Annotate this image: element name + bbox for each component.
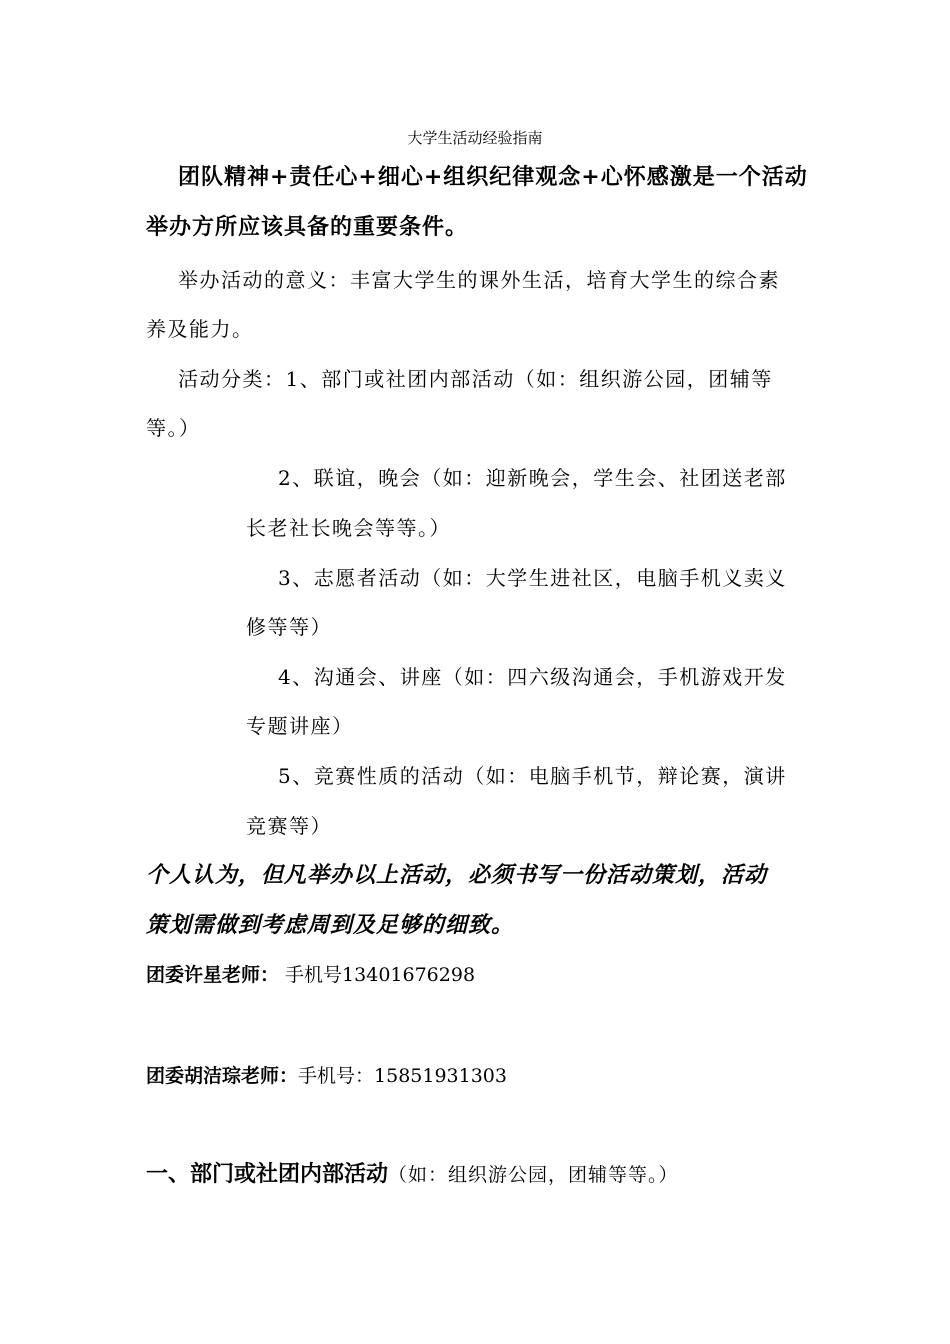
category-item-2-line-1: 2、联谊，晚会（如：迎新晚会，学生会、社团送老部 <box>278 466 787 490</box>
category-item-2-line-2: 长老社长晚会等等。） <box>246 516 451 540</box>
category-item-5-line-1: 5、竞赛性质的活动（如：电脑手机节，辩论赛，演讲 <box>278 764 787 788</box>
contact-2-label: 团委胡洁琮老师： <box>146 1065 299 1087</box>
category-item-3-line-2: 修等等） <box>246 615 332 639</box>
category-item-4-line-2: 专题讲座） <box>246 714 354 738</box>
intro-line-1: 团队精神+责任心+细心+组织纪律观念+心怀感激是一个活动 <box>178 164 808 190</box>
opinion-line-2: 策划需做到考虑周到及足够的细致。 <box>146 912 515 938</box>
contact-1 <box>146 960 475 987</box>
contact-1-label: 团委许星老师： <box>146 964 280 986</box>
meaning-line-2: 养及能力。 <box>146 317 254 341</box>
meaning-line-1: 举办活动的意义：丰富大学生的课外生活，培育大学生的综合素 <box>178 268 780 292</box>
category-item-5-line-2: 竞赛等） <box>246 814 332 838</box>
category-item-3-line-1: 3、志愿者活动（如：大学生进社区，电脑手机义卖义 <box>278 566 787 590</box>
section-1-heading-normal: （如：组织游公园，团辅等等。） <box>388 1164 679 1186</box>
intro-line-2: 举办方所应该具备的重要条件。 <box>146 214 469 240</box>
category-item-4-line-1: 4、沟通会、讲座（如：四六级沟通会，手机游戏开发 <box>278 665 787 689</box>
contact-1-phone: 手机号13401676298 <box>279 964 476 986</box>
contact-2-phone: 手机号：15851931303 <box>298 1065 507 1087</box>
opinion-line-1: 个人认为，但凡举办以上活动，必须书写一份活动策划，活动 <box>146 862 768 888</box>
category-line-2: 等。） <box>146 416 201 440</box>
document-title: 大学生活动经验指南 <box>407 129 543 147</box>
section-1-heading <box>146 1157 679 1188</box>
contact-2 <box>146 1061 507 1088</box>
category-line-1: 活动分类：1、部门或社团内部活动（如：组织游公园，团辅等 <box>178 367 773 391</box>
section-1-heading-bold: 一、部门或社团内部活动 <box>146 1161 389 1187</box>
